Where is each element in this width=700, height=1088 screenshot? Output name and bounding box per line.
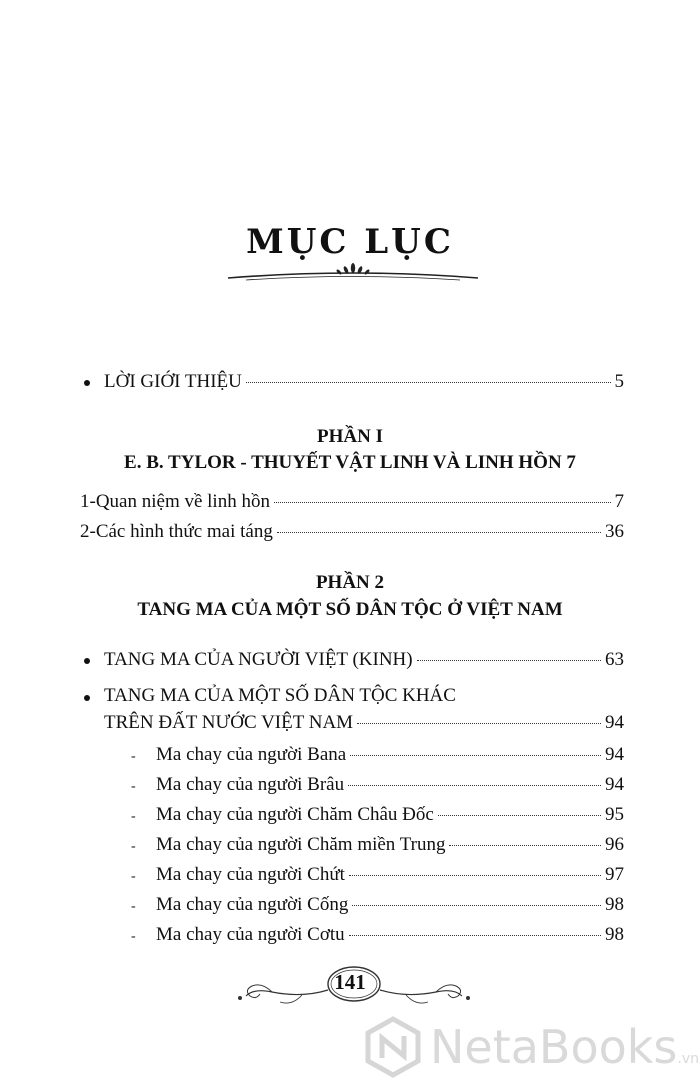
toc-entry-page: 96 xyxy=(605,834,624,855)
toc-subentry-chut[interactable] xyxy=(156,863,624,887)
toc-entry-others-line1[interactable]: TANG MA CỦA MỘT SỐ DÂN TỘC KHÁC xyxy=(104,685,456,706)
toc-entry-label: TRÊN ĐẤT NƯỚC VIỆT NAM xyxy=(104,712,354,733)
toc-entry-part1-1[interactable] xyxy=(80,490,624,514)
part1-subheading: E. B. TYLOR - THUYẾT VẬT LINH VÀ LINH HỒN 7 xyxy=(124,452,576,473)
toc-entry-others[interactable] xyxy=(104,711,624,735)
page-number: 141 xyxy=(334,970,366,994)
bullet-others xyxy=(84,695,90,701)
toc-entry-label: Ma chay của người Chứt xyxy=(156,864,345,885)
toc-entry-page: 94 xyxy=(605,774,624,795)
dot-leader xyxy=(357,723,601,724)
dot-leader xyxy=(350,755,601,756)
part1-heading: PHẦN I xyxy=(317,426,383,447)
toc-entry-page: 95 xyxy=(605,804,624,825)
toc-entry-label: Ma chay của người Brâu xyxy=(156,774,345,795)
dash-marker: - xyxy=(131,839,136,854)
toc-entry-label: Ma chay của người Chăm miền Trung xyxy=(156,834,446,855)
toc-entry-intro[interactable] xyxy=(104,370,624,394)
dot-leader xyxy=(277,532,601,533)
title-ornament xyxy=(226,262,480,286)
toc-entry-page: 98 xyxy=(605,924,624,945)
dot-leader xyxy=(449,845,601,846)
toc-subentry-cham-chau-doc[interactable] xyxy=(156,803,624,827)
toc-entry-page: 98 xyxy=(605,894,624,915)
toc-entry-kinh[interactable] xyxy=(104,648,624,672)
dash-marker: - xyxy=(131,749,136,764)
part2-subheading: TANG MA CỦA MỘT SỐ DÂN TỘC Ở VIỆT NAM xyxy=(137,599,563,620)
toc-subentry-cotu[interactable] xyxy=(156,923,624,947)
toc-subentry-bana[interactable] xyxy=(156,743,624,767)
page-title: MỤC LỤC xyxy=(246,222,454,262)
toc-entry-part1-2[interactable] xyxy=(80,520,624,544)
toc-subentry-brau[interactable] xyxy=(156,773,624,797)
dot-leader xyxy=(349,935,601,936)
watermark-brand: NetaBooks xyxy=(430,1020,678,1074)
toc-entry-page: 94 xyxy=(605,712,624,733)
toc-entry-label: TANG MA CỦA NGƯỜI VIỆT (KINH) xyxy=(104,649,413,670)
toc-entry-page: 7 xyxy=(614,491,624,512)
toc-entry-page: 97 xyxy=(605,864,624,885)
bullet-kinh xyxy=(84,658,90,664)
dot-leader xyxy=(348,785,601,786)
toc-entry-page: 94 xyxy=(605,744,624,765)
dot-leader xyxy=(274,502,611,503)
dash-marker: - xyxy=(131,779,136,794)
watermark-suffix: .vn xyxy=(677,1051,699,1067)
toc-entry-label: Ma chay của người Chăm Châu Đốc xyxy=(156,804,434,825)
toc-subentry-cham-mien-trung[interactable] xyxy=(156,833,624,857)
dot-leader xyxy=(438,815,601,816)
toc-entry-label: Ma chay của người Bana xyxy=(156,744,347,765)
toc-entry-label: Ma chay của người Cống xyxy=(156,894,349,915)
toc-entry-label: Ma chay của người Cơtu xyxy=(156,924,345,945)
toc-entry-label: 2-Các hình thức mai táng xyxy=(80,521,273,542)
dot-leader xyxy=(352,905,601,906)
toc-entry-label: LỜI GIỚI THIỆU xyxy=(104,371,242,392)
dash-marker: - xyxy=(131,899,136,914)
dot-leader xyxy=(349,875,601,876)
bullet-intro xyxy=(84,380,90,386)
toc-entry-page: 36 xyxy=(605,521,624,542)
dot-leader xyxy=(417,660,601,661)
dash-marker: - xyxy=(131,809,136,824)
netabooks-logo-icon xyxy=(362,1016,424,1078)
dash-marker: - xyxy=(131,929,136,944)
toc-entry-label: 1-Quan niệm về linh hồn xyxy=(80,491,270,512)
dot-leader xyxy=(246,382,611,383)
dash-marker: - xyxy=(131,869,136,884)
toc-entry-page: 63 xyxy=(605,649,624,670)
toc-subentry-cong[interactable] xyxy=(156,893,624,917)
part2-heading: PHẦN 2 xyxy=(315,572,385,593)
toc-entry-page: 5 xyxy=(614,371,624,392)
watermark-text xyxy=(430,1020,699,1074)
